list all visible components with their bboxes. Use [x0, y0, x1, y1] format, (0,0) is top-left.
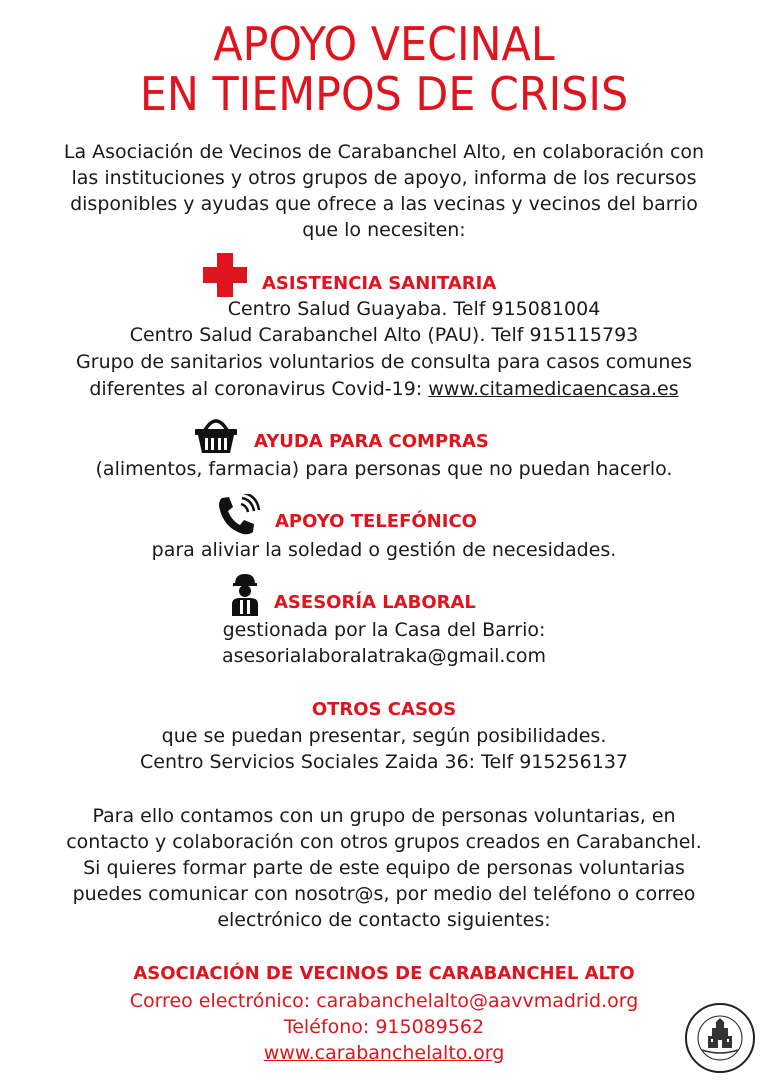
sanitaria-line-4	[0, 376, 768, 402]
intro-line-1: La Asociación de Vecinos de Carabanchel Alto, en colaboración con	[63, 141, 705, 163]
contact-email[interactable]: Correo electrónico: carabanchelalto@aavvmadrid.org	[129, 990, 639, 1012]
contact-phone[interactable]: Teléfono: 915089562	[283, 1016, 485, 1038]
intro-line-4: que lo necesiten:	[302, 219, 466, 241]
otros-line-1: que se puedan presentar, según posibilidades.	[161, 725, 607, 747]
laboral-email[interactable]: asesorialaboralatraka@gmail.com	[221, 645, 547, 667]
shopping-basket-icon	[194, 414, 238, 454]
otros-line-2: Centro Servicios Sociales Zaida 36: Telf 915256137	[139, 751, 628, 773]
volunteers-line-2: contacto y colaboración con otros grupos creados en Carabanchel.	[66, 831, 702, 853]
citamedica-link[interactable]: www.citamedicaencasa.es	[428, 378, 679, 400]
heading-ayuda-compras: AYUDA PARA COMPRAS	[254, 431, 489, 452]
volunteers-line-5: electrónico de contacto siguientes:	[217, 909, 551, 931]
association-logo-seal	[684, 1002, 756, 1074]
volunteers-line-1: Para ello contamos con un grupo de personas voluntarias, en	[92, 805, 676, 827]
contact-org-name: ASOCIACIÓN DE VECINOS DE CARABANCHEL ALTO	[133, 963, 635, 984]
worker-icon	[228, 572, 262, 616]
intro-line-2: las instituciones y otros grupos de apoyo, informa de los recursos	[71, 167, 697, 189]
phone-icon	[215, 494, 261, 536]
volunteers-line-3: Si quieres formar parte de este equipo de personas voluntarias	[83, 857, 685, 879]
sanitaria-line-3: Grupo de sanitarios voluntarios de consulta para casos comunes	[76, 351, 692, 373]
heading-asistencia-sanitaria: ASISTENCIA SANITARIA	[262, 273, 497, 294]
telefonico-line-1: para aliviar la soledad o gestión de necesidades.	[151, 539, 617, 561]
poster-title-line-1: APOYO VECINAL	[213, 17, 555, 71]
intro-line-3: disponibles y ayudas que ofrece a las vecinas y vecinos del barrio	[70, 193, 698, 215]
red-cross-icon	[203, 253, 247, 297]
heading-otros-casos: OTROS CASOS	[311, 699, 457, 720]
poster-title-line-2: EN TIEMPOS DE CRISIS	[139, 67, 629, 121]
heading-asesoria-laboral: ASESORÍA LABORAL	[274, 592, 476, 613]
contact-website-link[interactable]: www.carabanchelalto.org	[263, 1042, 505, 1064]
sanitaria-line-4-text: diferentes al coronavirus Covid-19:	[89, 378, 429, 400]
sanitaria-line-1: Centro Salud Guayaba. Telf 915081004	[227, 298, 601, 320]
laboral-line-1: gestionada por la Casa del Barrio:	[222, 619, 546, 641]
heading-apoyo-telefonico: APOYO TELEFÓNICO	[275, 511, 477, 532]
compras-line-1: (alimentos, farmacia) para personas que no puedan hacerlo.	[95, 458, 673, 480]
volunteers-line-4: puedes comunicar con nosotr@s, por medio del teléfono o correo	[72, 883, 696, 905]
sanitaria-line-2: Centro Salud Carabanchel Alto (PAU). Telf 915115793	[129, 324, 639, 346]
